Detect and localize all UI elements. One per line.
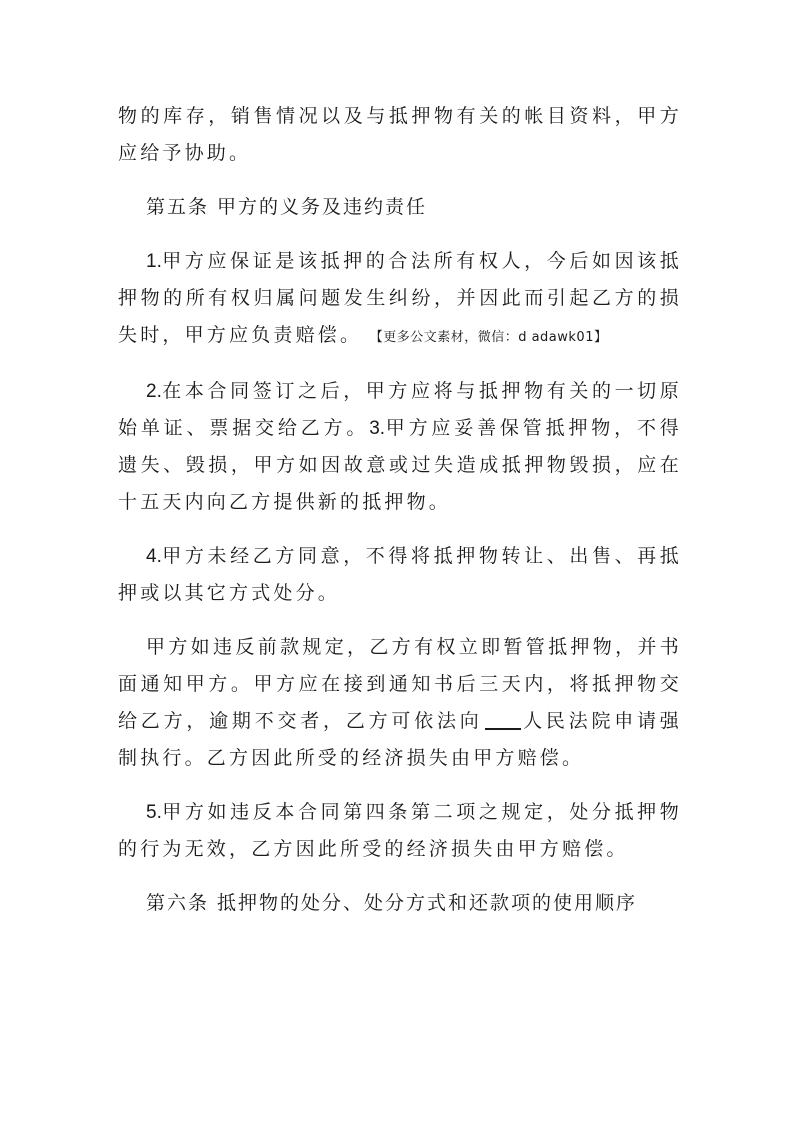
clause-5 <box>118 794 682 868</box>
clause-1-text: 甲方应保证是该抵押的合法所有权人，今后如因该抵押物的所有权归属问题发生纠纷，并因此而引起乙方的损失时，甲方应负责赔偿。 <box>118 250 682 346</box>
clause-2-text: 在本合同签订之后，甲方应将与抵押物有关的一切原始单证、票据交给乙方。 <box>118 380 682 439</box>
article-6-heading: 第六条 抵押物的处分、处分方式和还款项的使用顺序 <box>146 892 638 914</box>
violation-text-before: 甲方如违反前款规定，乙方有权立即暂管抵押物，并书面通知甲方。甲方应在接到通知书后三天内，将抵押物交给乙方，逾期不交者，乙方可依法向 <box>118 636 682 732</box>
clause-5-number: 5. <box>146 802 162 823</box>
clause-1 <box>118 243 682 356</box>
violation-paragraph <box>118 629 682 777</box>
promo-note: 【更多公文素材，微信：d adawk01】 <box>376 330 608 345</box>
paragraph-inventory: 物的库存，销售情况以及与抵押物有关的帐目资料，甲方应给予协助。 <box>118 105 682 164</box>
clause-2-3 <box>118 373 682 521</box>
court-name-blank <box>485 709 521 730</box>
document-body <box>118 98 682 922</box>
clause-3-number: 3. <box>369 418 386 439</box>
clause-4 <box>118 538 682 612</box>
clause-3-text: 甲方应妥善保管抵押物，不得遗失、毁损，甲方如因故意或过失造成抵押物毁损，应在十五天内向乙方提供新的抵押物。 <box>118 417 682 513</box>
clause-2-number: 2. <box>146 381 162 402</box>
violation-text-after: 人民法院申请强制执行。乙方因此所受的经济损失由甲方赔偿。 <box>118 710 683 769</box>
clause-4-text: 甲方未经乙方同意，不得将抵押物转让、出售、再抵押或以其它方式处分。 <box>118 545 682 604</box>
clause-5-text: 甲方如违反本合同第四条第二项之规定，处分抵押物的行为无效，乙方因此所受的经济损失由甲方赔偿。 <box>118 801 682 860</box>
clause-1-number: 1. <box>146 251 162 272</box>
article-5-heading: 第五条 甲方的义务及违约责任 <box>146 196 428 218</box>
clause-4-number: 4. <box>146 546 162 567</box>
